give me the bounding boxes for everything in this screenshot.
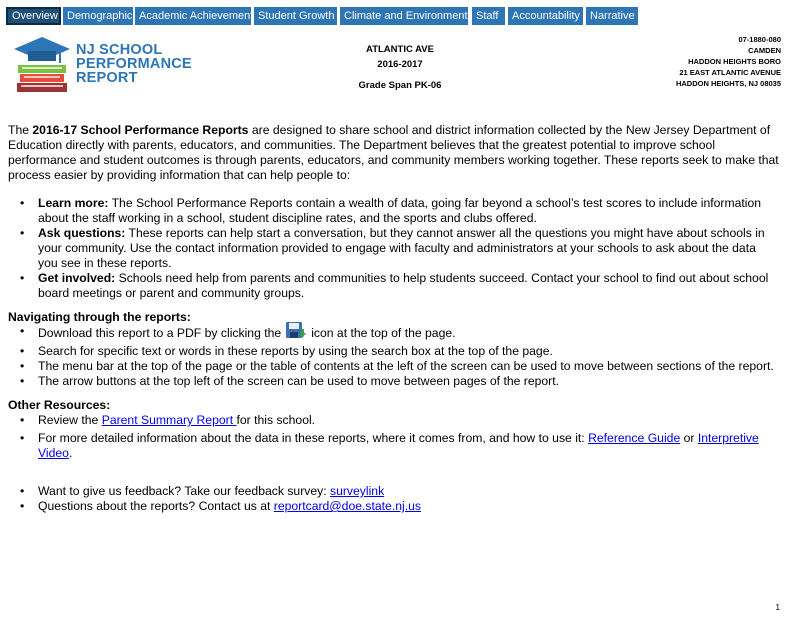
bullet-text: The School Performance Reports contain a wealth of data, going far beyond a school’s test scores to include information about the staff working in a school, student discipline rates, and the sports and clubs offered. (38, 196, 762, 225)
bullet-heading: Get involved: (38, 271, 116, 285)
logo-line-1: NJ SCHOOL (76, 42, 163, 58)
feedback-list (8, 484, 770, 514)
list-item: • Questions about the reports? Contact us at reportcard@doe.state.nj.us (20, 499, 421, 513)
grade-span: Grade Span PK-06 (358, 80, 442, 91)
resource-text: for this school. (236, 413, 316, 427)
navigating-text: Search for specific text or words in these reports by using the search box at the top of the page. (38, 344, 553, 358)
resource-text: or (680, 431, 698, 445)
purpose-list (8, 196, 770, 301)
navigating-text: Download this report to a PDF by clicking the (38, 326, 282, 341)
intro-bold: 2016-17 School Performance Reports (32, 123, 249, 137)
list-item: • Ask questions: These reports can help start a conversation, but they cannot answer all the questions you might have about schools in your community. Use the contact information provided to engage with faculty and administrators at your schools to ask about the data you see in these reports. (20, 226, 765, 270)
bullet-heading: Learn more: (38, 196, 109, 210)
feedback-text: Want to give us feedback? Take our feedback survey: (38, 484, 330, 498)
street-address: 21 EAST ATLANTIC AVENUE (679, 68, 781, 77)
list-item: • Download this report to a PDF by clicking the icon at the top of the page. (8, 324, 788, 344)
county: CAMDEN (748, 46, 781, 55)
parent-summary-report-link[interactable]: Parent Summary Report (101, 413, 237, 427)
tab-academic-achievement[interactable]: Academic Achievement (135, 7, 251, 25)
tab-staff[interactable]: Staff (472, 7, 505, 25)
resource-text: . (68, 446, 73, 460)
navigating-text: icon at the top of the page. (311, 326, 456, 341)
survey-link[interactable]: surveylink (330, 484, 385, 498)
interpretive-video-link[interactable]: Interpretive Video (38, 431, 759, 460)
tab-overview[interactable]: Overview (6, 7, 61, 25)
tab-student-growth[interactable]: Student Growth (254, 7, 337, 25)
logo-text (76, 43, 192, 85)
list-item: • The arrow buttons at the top left of the screen can be used to move between pages of the report. (20, 374, 559, 388)
tab-climate-environment[interactable]: Climate and Environment (340, 7, 468, 25)
intro-paragraph (8, 123, 780, 183)
list-item: • The menu bar at the top of the page or the table of contents at the left of the screen can be used to move between sections of the report. (20, 359, 774, 373)
school-address-block (676, 34, 781, 89)
district: HADDON HEIGHTS BORO (688, 57, 781, 66)
reference-guide-link[interactable]: Reference Guide (588, 431, 681, 445)
list-item: • Want to give us feedback? Take our feedback survey: surveylink (20, 484, 385, 498)
logo-line-3: REPORT (76, 70, 138, 86)
contact-email-link[interactable]: reportcard@doe.state.nj.us (273, 499, 421, 513)
city-state-zip: HADDON HEIGHTS, NJ 08035 (675, 79, 781, 88)
resource-text: Review the (38, 413, 102, 427)
school-code: 07-1880-080 (738, 35, 781, 44)
intro-pre: The (8, 123, 33, 137)
page-number: 1 (775, 603, 780, 612)
resource-text: For more detailed information about the data in these reports, where it comes from, and how to use it: (38, 431, 589, 445)
tab-narrative[interactable]: Narrative (586, 7, 638, 25)
navigating-heading: Navigating through the reports: (8, 310, 191, 324)
list-item: • For more detailed information about the data in these reports, where it comes from, and how to use it: Reference Guide or Interpretive Video. (20, 431, 759, 460)
bullet-text: Schools need help from parents and communities to help students succeed. Contact your school to find out about school board meetings or parent and community groups. (38, 271, 769, 300)
logo-line-2: PERFORMANCE (76, 56, 192, 72)
navigating-text: The menu bar at the top of the page or the table of contents at the left of the screen can be used to move between sections of the report. (38, 359, 774, 373)
list-item: • Get involved: Schools need help from parents and communities to help students succeed. Contact your school to find out about school board meetings or parent and community groups. (20, 271, 769, 300)
navigating-list (8, 324, 788, 389)
resources-list (8, 413, 770, 461)
school-year: 2016-2017 (377, 59, 423, 70)
tab-accountability[interactable]: Accountability (508, 7, 583, 25)
feedback-text: Questions about the reports? Contact us at (38, 499, 274, 513)
navigating-text: The arrow buttons at the top left of the screen can be used to move between pages of the report. (38, 374, 559, 388)
school-name: ATLANTIC AVE (366, 44, 434, 55)
list-item: • Learn more: The School Performance Reports contain a wealth of data, going far beyond a school’s test scores to include information about the staff working in a school, student discipline rates, and the sports and clubs offered. (20, 196, 762, 225)
tab-demographic[interactable]: Demographic (63, 7, 133, 25)
list-item: • Review the Parent Summary Report for this school. (20, 413, 316, 427)
resources-heading: Other Resources: (8, 398, 111, 412)
bullet-text: These reports can help start a conversation, but they cannot answer all the questions you might have about schools in your community. Use the contact information provided to engage with faculty and administrators at your schools to ask about the data you see in these reports. (38, 226, 765, 270)
save-disk-icon[interactable] (285, 321, 307, 341)
intro-post: are designed to share school and district information collected by the New Jersey Department of Education directly with parents, educators, and communities. The Department believes that the greatest potential to improve school performance and student outcomes is through parents, educators, and community members working together. These reports seek to make that process easier by providing information that can help people to: (8, 123, 779, 182)
bullet-heading: Ask questions: (38, 226, 126, 240)
list-item: • Search for specific text or words in these reports by using the search box at the top of the page. (20, 344, 553, 358)
